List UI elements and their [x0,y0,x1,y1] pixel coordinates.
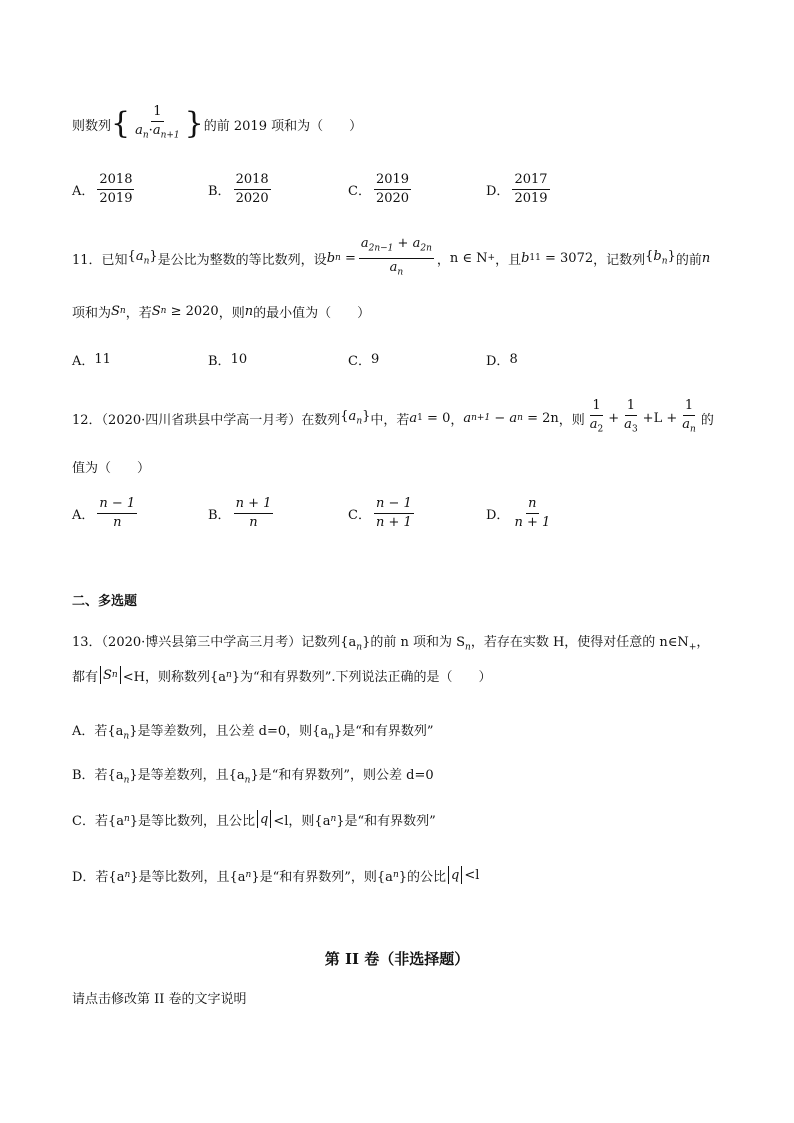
q12-option-d: D． $\frac{n}{n + 1}$ [486,496,551,530]
q13-line2: 都有 S n <H，则称数列{a n }为“和有界数列”.下列说法正确的是（ ） [72,667,492,685]
q10-option-c: C． $\frac{2019}{2020}$ [348,172,410,206]
q11-option-c: C． 9 [348,352,380,369]
q13-option-a: A．若$\{a_n\}$是等差数列，且公差 d=0，则$\{a_n\}$是“和有界数列” [72,724,434,742]
q10-option-b: B． $\frac{2018}{2020}$ [208,172,269,206]
q10-option-a: A． $\frac{2018}{2019}$ [72,172,133,206]
section-heading: 二、多选题 [72,594,138,609]
q13-line1: 13．（2020·博兴县第三中学高三月考）记数列$\{a_n\}$的前 n 项和为 $S_n$，若存在实数 H，使得对任意的 $n\in N_+$， [72,635,710,653]
q10-prefix: 则数列 [72,118,112,134]
q10-suffix: 的前 2019 项和为（ ） [203,118,363,134]
q13-option-c: C．若{a n }是等比数列，且公比 q <l，则{a n }是“和有界数列” [72,811,436,829]
q12-option-a: A． $\frac{n - 1}{n}$ [72,496,136,530]
q12-option-c: C． $\frac{n - 1}{n + 1}$ [348,496,412,530]
q13-option-d: D．若{a n }是等比数列，且{a n }是“和有界数列”，则{a n }的公比 q <l [72,867,480,885]
right-brace: } [184,106,204,141]
q10-stem [72,100,362,148]
q12-option-b: B． $\frac{n + 1}{n}$ [208,496,272,530]
q11-option-d: D． 8 [486,352,518,369]
part2-title: 第 II 卷（非选择题） [324,950,470,968]
q11-line2: 项和为 S n ，若 S n ≥ 2020 ，则 n 的最小值为（ ） [72,303,371,321]
q11-line1: 11．已知 $\{a_n\}$ 是公比为整数的等比数列，设 b n = $\frac{a_{2n-1} + a_{2n}}{a_n}$ ， n ∈ N + ，且 b 11 = 3072 ，记数列 $\{b_n\}$ 的前 n [72,238,710,278]
q11-bn-fraction: $\frac{a_{2n-1} + a_{2n}}{a_n}$ [360,235,432,278]
q10-option-d: D． $\frac{2017}{2019}$ [486,172,548,206]
q12-line1: 12．（2020·四川省珙县中学高一月考）在数列 $\{a_n\}$ 中，若 a 1 = 0 ， a n+1 − a n = 2n ，则 $\frac{1}{a_2}$ + $\frac{1}{a_3}$ + L + $\frac{1}{a_n}$ 的 [72,398,714,435]
q12-line2: 值为（ ） [72,461,151,476]
left-brace: { [111,106,131,141]
q11-option-a: A． 11 [72,352,111,369]
q13-option-b: B．若$\{a_n\}$是等差数列，且$\{a_n\}$是“和有界数列”，则公差 d=0 [72,768,434,786]
part2-note[interactable]: 请点击修改第 II 卷的文字说明 [72,992,247,1007]
q10-fraction: $\frac{1}{a_n\cdot a_{n+1}}$ [135,104,180,141]
q11-option-b: B． 10 [208,352,248,369]
